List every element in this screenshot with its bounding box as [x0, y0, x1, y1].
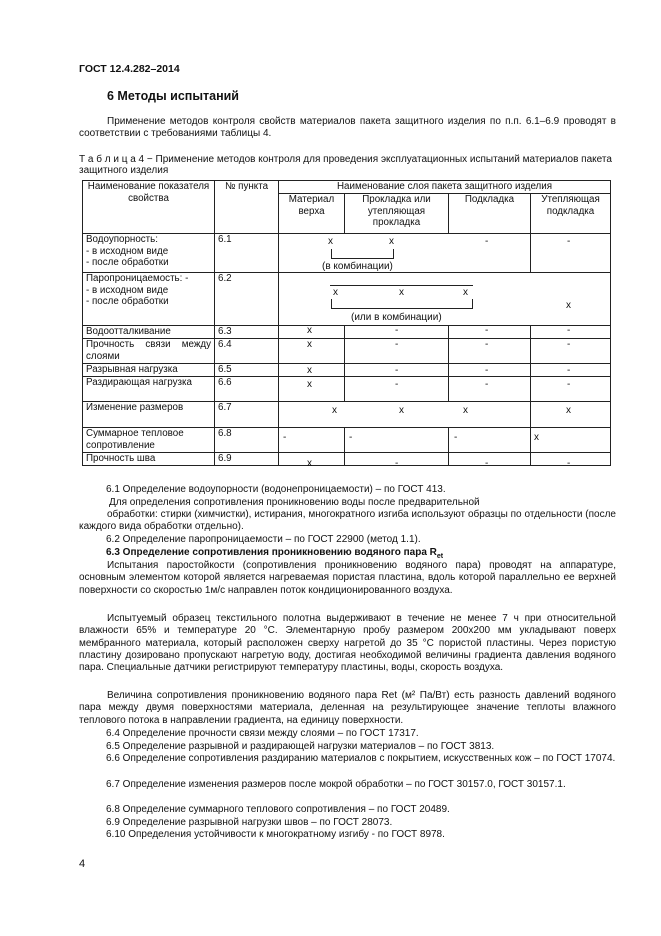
mark-dash: -	[395, 325, 399, 336]
header-property-name: Наименование показателя свойства	[83, 181, 215, 234]
row-number: 6.6	[215, 377, 279, 402]
paragraph-6-1: 6.1 Определение водоупорности (водонепроницаемости) – по ГОСТ 413.	[106, 484, 446, 495]
row-number: 6.1	[215, 234, 279, 273]
header-layer-name: Наименование слоя пакета защитного изделия	[279, 181, 611, 194]
paragraph-6-3-title-text: 6.3 Определение сопротивления проникновению водяного пара R	[106, 547, 437, 558]
mark-x: x	[534, 432, 539, 443]
row-name: Изменение размеров	[83, 402, 215, 428]
header-item-number: № пункта	[215, 181, 279, 234]
paragraph-6-2: 6.2 Определение паропроницаемости – по ГОСТ 22900 (метод 1.1).	[106, 534, 421, 545]
mark-dash: -	[395, 339, 399, 350]
combination-note: (или в комбинации)	[351, 312, 442, 323]
mark-dash: -	[349, 432, 353, 443]
mark-dash: -	[567, 339, 571, 350]
mark-dash: -	[283, 432, 287, 443]
mark-x: x	[463, 287, 468, 298]
mark-dash: -	[485, 325, 489, 336]
mark-dash: -	[395, 458, 399, 469]
mark-x: x	[566, 300, 571, 311]
row-number: 6.5	[215, 364, 279, 377]
mark-x: x	[307, 379, 312, 390]
mark-dash: -	[485, 458, 489, 469]
row-name: Прочность шва	[83, 453, 215, 466]
document-header: ГОСТ 12.4.282–2014	[79, 63, 180, 75]
table-caption	[79, 154, 619, 176]
mark-x: x	[463, 405, 468, 416]
mark-dash: -	[485, 339, 489, 350]
paragraph-6-1-treatment: обработки: стирки (химчистки), истирания, многократного изгиба используют образцы по отдельности (после каждого вида обработки отдельно).	[79, 509, 616, 533]
mark-dash: -	[485, 379, 489, 390]
mark-x: x	[333, 287, 338, 298]
mark-dash: -	[485, 236, 489, 247]
mark-dash: -	[485, 365, 489, 376]
row-number: 6.4	[215, 339, 279, 364]
methods-table	[82, 180, 611, 466]
combination-note: (в комбинации)	[322, 261, 393, 272]
row-combined-cell	[279, 234, 531, 273]
row-name: Разрывная нагрузка	[83, 364, 215, 377]
paragraph-6-3-body-2: Испытуемый образец текстильного полотна выдерживают в течение не менее 7 ч при относительной влажности 65% и температуре 20 °С. Элементарную пробу размером 200х200 мм укладывают поверх мембранного материала, который расположен сверху нагретой до 35 °С пористой пластины. Через пористую пластину дозировано пропускают нагретую воду, достигая необходимой величины градиента давления водяного пара. Специальные датчики регистрируют температуру пластины, воды, скорость воздуха.	[79, 613, 616, 674]
row-number: 6.8	[215, 428, 279, 453]
paragraph-6-6: 6.6 Определение сопротивления раздиранию материалов с покрытием, искусственных кож – по ГОСТ 17074.	[106, 753, 616, 764]
header-layer-insulating-lining: Утепляющая подкладка	[531, 194, 611, 234]
mark-x: x	[389, 236, 394, 247]
row-name: Прочность связи между слоями	[83, 339, 215, 364]
row-number: 6.9	[215, 453, 279, 466]
mark-x: x	[399, 287, 404, 298]
row-cell	[531, 234, 611, 273]
paragraph-6-3-body-1: Испытания паростойкости (сопротивления проникновению водяного пара) проводят на аппаратуре, основным элементом которой является нагреваемая пористая пластина, вдоль которой параллельно ее верхней поверхности со скоростью 1м/с направлен поток кондиционированного воздуха.	[79, 560, 616, 596]
row-number: 6.7	[215, 402, 279, 428]
paragraph-6-3-body-3: Величина сопротивления проникновению водяного пара Ret (м² Па/Вт) есть разность давлений водяного пара между двумя поверхностями материала, деленная на результирующее значение теплоты влажного теплового потока в направлении градиента, на единицу поверхности.	[79, 690, 616, 726]
row-name: Паропроницаемость: - - в исходном виде - после обработки	[83, 273, 215, 326]
paragraph-6-9: 6.9 Определение разрывной нагрузки швов – по ГОСТ 28073.	[106, 817, 393, 828]
mark-x: x	[307, 339, 312, 350]
mark-x: x	[307, 458, 312, 469]
mark-x: x	[399, 405, 404, 416]
intro-paragraph: Применение методов контроля свойств материалов пакета защитного изделия по п.п. 6.1–6.9 проводят в соответствии с требованиями таблицы 4.	[79, 116, 616, 140]
header-layer-lining: Подкладка	[449, 194, 531, 234]
row-name: Суммарное тепловое сопротивление	[83, 428, 215, 453]
row-combined-cell	[279, 402, 531, 428]
paragraph-6-4: 6.4 Определение прочности связи между слоями – по ГОСТ 17317.	[106, 728, 419, 739]
row-number: 6.3	[215, 326, 279, 339]
mark-dash: -	[567, 379, 571, 390]
mark-dash: -	[395, 365, 399, 376]
row-name: Водоотталкивание	[83, 326, 215, 339]
paragraph-6-7: 6.7 Определение изменения размеров после мокрой обработки – по ГОСТ 30157.0, ГОСТ 30157.1.	[106, 779, 566, 790]
mark-x: x	[566, 405, 571, 416]
row-name: Раздирающая нагрузка	[83, 377, 215, 402]
paragraph-6-5: 6.5 Определение разрывной и раздирающей нагрузки материалов – по ГОСТ 3813.	[106, 741, 495, 752]
row-name: Водоупорность: - в исходном виде - после обработки	[83, 234, 215, 273]
mark-dash: -	[567, 365, 571, 376]
header-layer-interlining: Прокладка или утепляющая прокладка	[345, 194, 449, 234]
row-combined-cell	[279, 273, 611, 326]
page-number: 4	[79, 858, 86, 870]
table-caption-text: − Применение методов контроля для проведения эксплуатационных испытаний материалов пакета защитного изделия	[79, 154, 612, 176]
mark-x: x	[328, 236, 333, 247]
header-layer-outer: Материал верха	[279, 194, 345, 234]
paragraph-6-3-title-subscript: et	[436, 553, 444, 560]
mark-dash: -	[567, 458, 571, 469]
mark-x: x	[307, 365, 312, 376]
paragraph-6-1-note: Для определения сопротивления проникновению воды после предварительной	[109, 497, 480, 508]
mark-dash: -	[567, 325, 571, 336]
mark-dash: -	[567, 236, 571, 247]
paragraph-6-10: 6.10 Определения устойчивости к многократному изгибу - по ГОСТ 8978.	[106, 829, 445, 840]
mark-dash: -	[395, 379, 399, 390]
section-title: 6 Методы испытаний	[107, 89, 239, 103]
table-caption-label: Т а б л и ц а 4	[79, 154, 145, 165]
mark-x: x	[332, 405, 337, 416]
mark-dash: -	[454, 432, 458, 443]
paragraph-6-8: 6.8 Определение суммарного теплового сопротивления – по ГОСТ 20489.	[106, 804, 450, 815]
row-number: 6.2	[215, 273, 279, 326]
mark-x: x	[307, 325, 312, 336]
